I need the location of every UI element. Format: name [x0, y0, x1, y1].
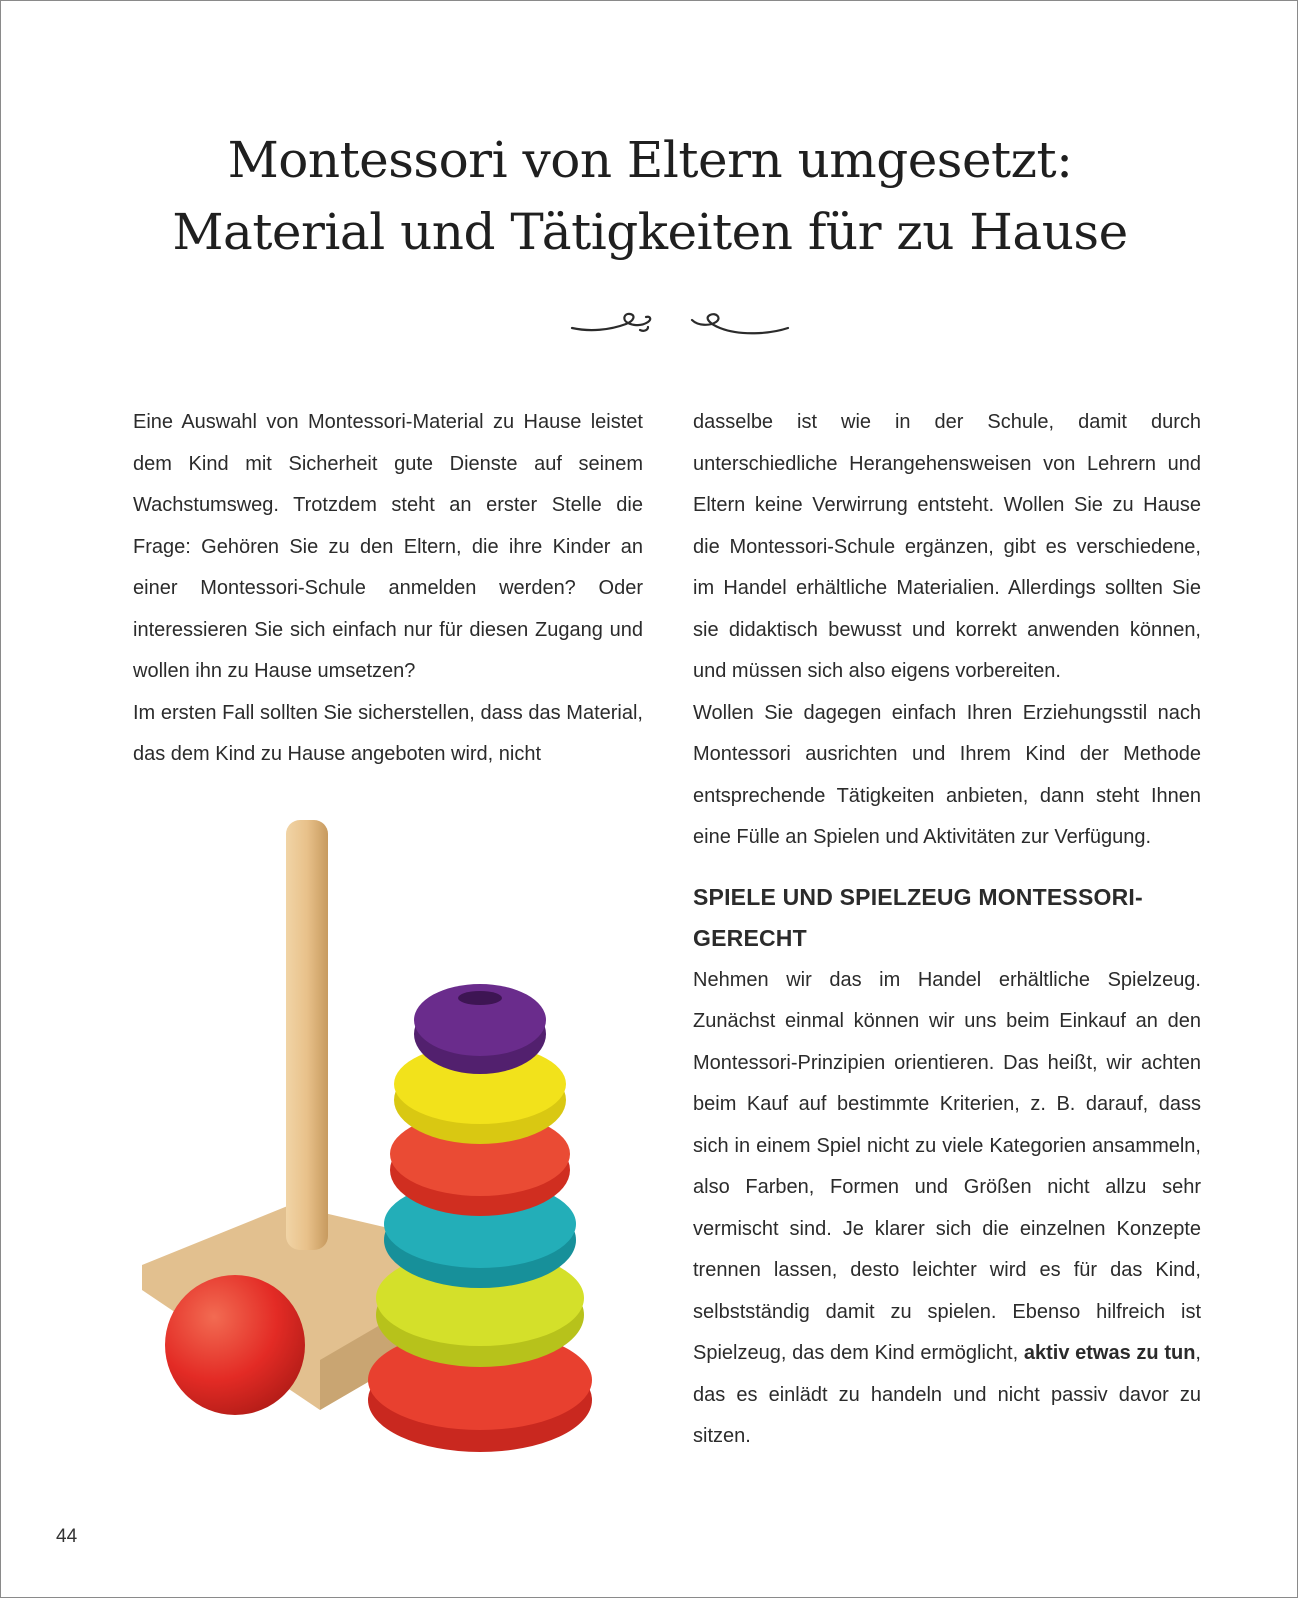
paragraph: Wollen Sie dagegen einfach Ihren Erziehungsstil nach Montessori ausrichten und Ihrem Kind der Methode entsprechende Tätigkeiten anbieten, dann steht Ihnen eine Fülle an Spielen und Aktivitäten zur Verfügung.: [693, 701, 1201, 848]
bold-emphasis: aktiv etwas zu tun: [1023, 1342, 1196, 1364]
red-ball: [165, 1275, 305, 1415]
paragraph-text: Nehmen wir das im Handel erhältliche Spielzeug. Zunächst einmal können wir uns beim Einkauf an den Montessori-Prinzipien orientieren. Das heißt, wir achten beim Kauf auf bestimmte Kriterien, z. B. darauf, dass sich in einem Spiel nicht zu viele Kategorien ansammeln, also Farben, Formen und Größen nicht allzu sehr vermischt sind. Je klarer sich die einzelnen Konzepte trennen lassen, desto leichter wird es für das Kind, selbstständig damit zu spielen. Ebenso hilfreich ist Spielzeug, das dem Kind ermöglicht,: [693, 968, 1201, 1364]
paragraph-text: , das es einlädt zu handeln und nicht passiv davor zu sitzen.: [693, 1342, 1201, 1447]
paragraph: Eine Auswahl von Montessori-Material zu Hause leistet dem Kind mit Sicherheit gute Dienste auf seinem Wachstumsweg. Trotzdem steht an erster Stelle die Frage: Gehören Sie zu den Eltern, die ihre Kinder an einer Montessori-Schule anmelden werden? Oder interessieren Sie sich einfach nur für diesen Zugang und wollen ihn zu Hause umsetzen?: [133, 411, 643, 682]
section-heading-line-1: SPIELE UND SPIELZEUG MONTESSORI-: [693, 883, 1143, 910]
section-heading: [693, 877, 1201, 960]
left-text-column: [133, 402, 643, 776]
wooden-peg: [286, 820, 328, 1250]
paragraph: dasselbe ist wie in der Schule, damit durch unterschiedliche Herangehensweisen von Lehrern und Eltern keine Verwirrung entsteht. Wollen Sie zu Hause die Montessori-Schule ergänzen, gibt es verschiedene, im Handel erhältliche Materialien. Allerdings sollten Sie sie didaktisch bewusst und korrekt anwenden können, und müssen sich also eigens vorbereiten.: [693, 411, 1201, 682]
title-line-2: Material und Tätigkeiten für zu Hause: [172, 203, 1128, 261]
right-text-column: [693, 402, 1201, 1458]
stacking-rings-toy-illustration: [140, 820, 620, 1460]
page-number: 44: [56, 1526, 78, 1547]
paragraph: [693, 960, 1201, 1458]
section-heading-line-2: GERECHT: [693, 925, 807, 951]
paragraph: Im ersten Fall sollten Sie sicherstellen, dass das Material, das dem Kind zu Hause angeboten wird, nicht: [133, 701, 643, 765]
page-title: [0, 124, 1300, 268]
flourish-ornament-icon: [570, 306, 790, 346]
title-line-1: Montessori von Eltern umgesetzt:: [227, 131, 1073, 189]
ring-purple: [414, 984, 546, 1074]
